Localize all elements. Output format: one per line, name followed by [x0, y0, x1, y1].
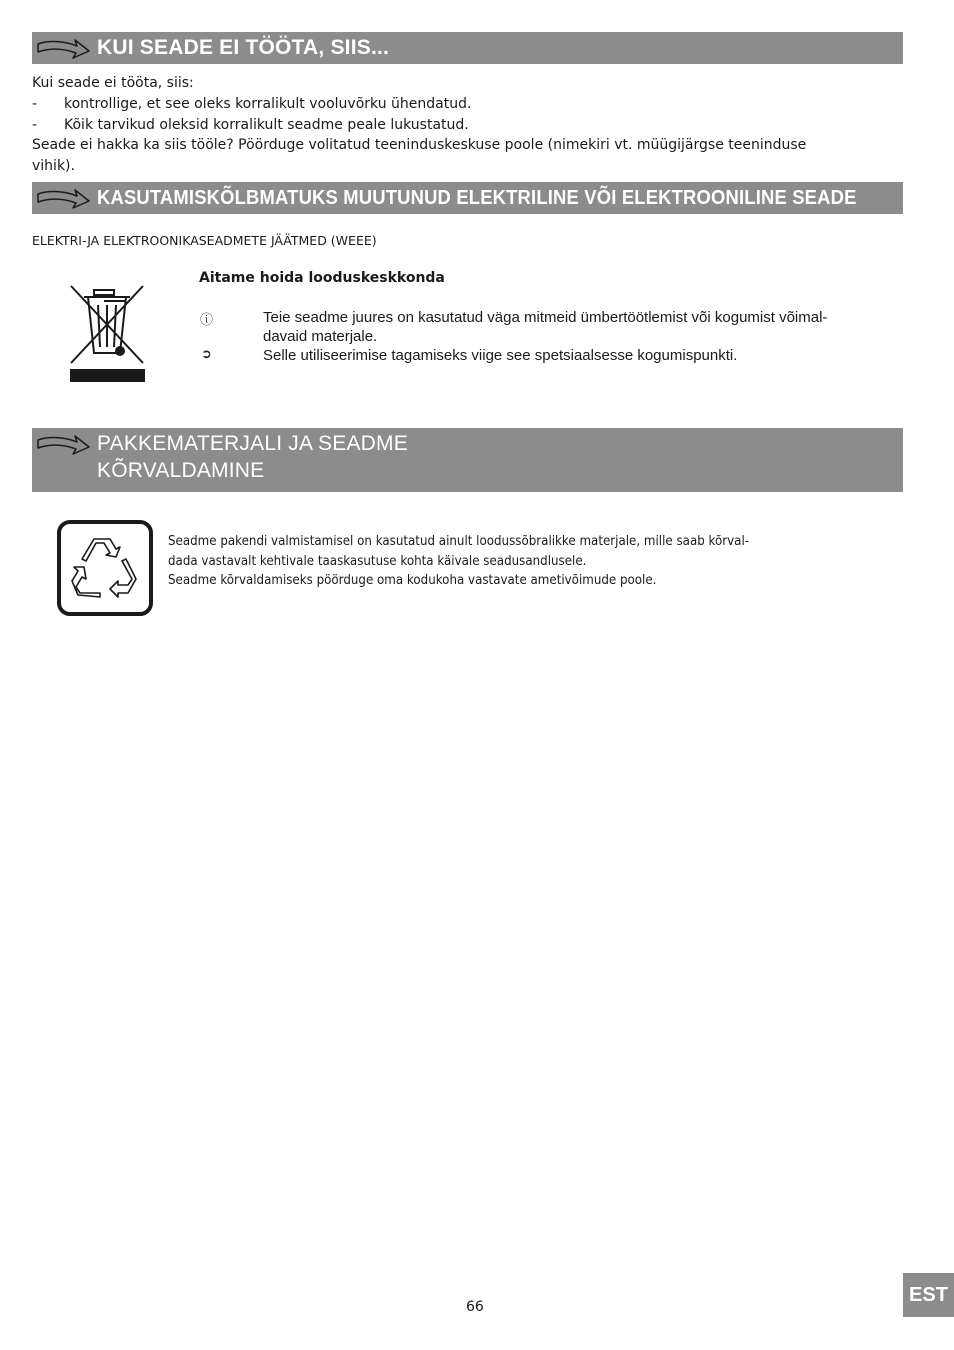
section-title: KUI SEADE EI TÖÖTA, SIIS...	[97, 36, 390, 59]
recycle-icon	[56, 519, 154, 617]
section-header-troubleshooting	[32, 32, 903, 64]
section-title: KÕRVALDAMINE	[97, 459, 265, 482]
language-tab: EST	[903, 1273, 954, 1317]
weee-subtitle: ELEKTRI-JA ELEKTROONIKASEADMETE JÄÄTMED (WEEE)	[32, 233, 377, 248]
weee-point-line: davaid materjale.	[263, 328, 378, 345]
page-number: 66	[466, 1299, 484, 1315]
section-header-weee	[32, 182, 903, 214]
packaging-line: Seadme pakendi valmistamisel on kasutatud ainult loodussõbralikke materjale, mille saab kõrval-	[168, 533, 750, 549]
packaging-line: dada vastavalt kehtivale taaskasutuse kohta käivale seadusandlusele.	[168, 553, 587, 569]
arrow-icon	[35, 186, 91, 212]
weee-point-line: Teie seadme juures on kasutatud väga mitmeid ümbertöötlemist või kogumist võimal-	[263, 309, 828, 326]
weee-point-line: Selle utiliseerimise tagamiseks viige see spetsiaalsesse kogumispunkti.	[263, 347, 738, 364]
section-header-packaging	[32, 428, 903, 492]
arrow-icon	[35, 36, 91, 62]
section-title: KASUTAMISKÕLBMATUKS MUUTUNUD ELEKTRILINE VÕI ELEKTROONILINE SEADE	[97, 187, 857, 209]
weee-heading: Aitame hoida looduskeskkonda	[199, 270, 445, 286]
outro-line: vihik).	[32, 158, 75, 174]
info-icon: ⓘ	[200, 313, 214, 328]
intro-text: Kui seade ei tööta, siis:	[32, 75, 194, 91]
list-item: - kontrollige, et see oleks korralikult vooluvõrku ühendatud.	[32, 96, 472, 112]
weee-bin-icon	[68, 283, 148, 383]
arrow-right-icon: ➲	[201, 347, 212, 362]
section-title: PAKKEMATERJALI JA SEADME	[97, 432, 408, 455]
packaging-line: Seadme kõrvaldamiseks pöörduge oma kodukoha vastavate ametivõimude poole.	[168, 572, 657, 588]
outro-line: Seade ei hakka ka siis tööle? Pöörduge volitatud teeninduskeskuse poole (nimekiri vt. müügijärgse teeninduse	[32, 137, 807, 153]
list-item: - Kõik tarvikud oleksid korralikult seadme peale lukustatud.	[32, 117, 469, 133]
arrow-icon	[35, 432, 91, 458]
